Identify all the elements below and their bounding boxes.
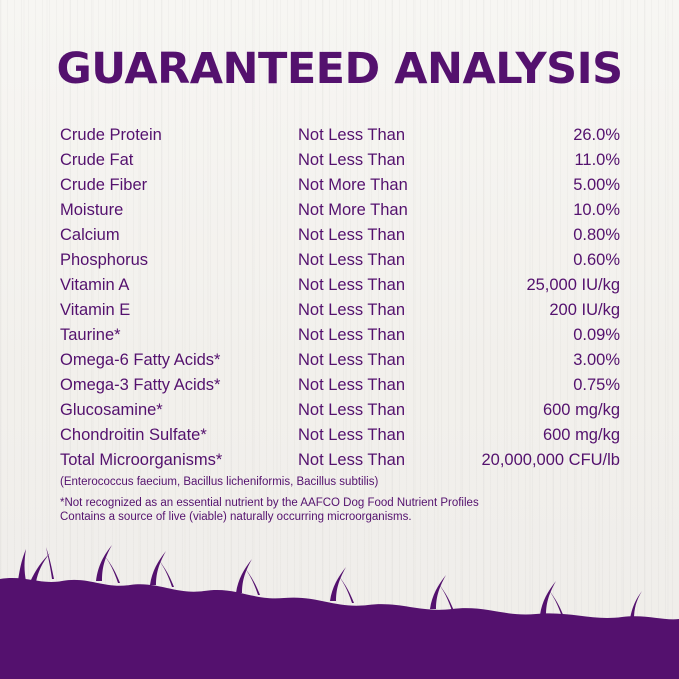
table-row (60, 201, 620, 226)
nutrient-value: 26.0% (573, 126, 620, 144)
nutrient-value: 0.09% (573, 326, 620, 344)
nutrient-qualifier: Not Less Than (298, 151, 406, 169)
nutrient-value: 20,000,000 CFU/lb (481, 451, 620, 469)
nutrient-name: Calcium (60, 226, 120, 244)
table-row (60, 301, 620, 326)
nutrient-qualifier: Not Less Than (298, 351, 406, 369)
nutrient-name: Moisture (60, 201, 124, 219)
table-row (60, 151, 620, 176)
nutrient-qualifier: Not More Than (298, 201, 408, 219)
table-row (60, 451, 620, 476)
nutrient-qualifier: Not Less Than (298, 426, 406, 444)
nutrient-value: 200 IU/kg (549, 301, 620, 319)
page-title: GUARANTEED ANALYSIS (56, 44, 623, 94)
nutrient-value: 5.00% (573, 176, 620, 194)
table-row (60, 176, 620, 201)
nutrient-value: 25,000 IU/kg (526, 276, 620, 294)
footnote-aafco: *Not recognized as an essential nutrient by the AAFCO Dog Food Nutrient Profiles (60, 497, 479, 509)
nutrient-qualifier: Not Less Than (298, 251, 406, 269)
nutrient-name: Glucosamine* (60, 401, 163, 419)
nutrient-qualifier: Not Less Than (298, 126, 406, 144)
footnote-microorganisms: Contains a source of live (viable) naturally occurring microorganisms. (60, 511, 412, 523)
nutrient-qualifier: Not Less Than (298, 326, 406, 344)
nutrient-name: Vitamin E (60, 301, 131, 319)
nutrient-value: 0.80% (573, 226, 620, 244)
nutrient-name: Total Microorganisms* (60, 451, 223, 469)
nutrient-name: Crude Fiber (60, 176, 148, 194)
table-row (60, 251, 620, 276)
nutrient-value: 11.0% (574, 151, 620, 169)
grass-silhouette-decoration (0, 519, 679, 679)
nutrient-value: 0.60% (573, 251, 620, 269)
nutrient-qualifier: Not Less Than (298, 401, 406, 419)
table-row (60, 326, 620, 351)
nutrient-name: Phosphorus (60, 251, 149, 269)
nutrient-value: 10.0% (573, 201, 620, 219)
nutrient-name: Chondroitin Sulfate* (60, 426, 207, 444)
nutrient-name: Crude Protein (60, 126, 162, 144)
table-row (60, 226, 620, 251)
nutrient-value: 600 mg/kg (542, 401, 620, 419)
nutrient-value: 600 mg/kg (542, 426, 620, 444)
table-row (60, 401, 620, 426)
nutrient-qualifier: Not Less Than (298, 226, 406, 244)
nutrient-qualifier: Not Less Than (298, 301, 406, 319)
organisms-note: (Enterococcus faecium, Bacillus licheniformis, Bacillus subtilis) (60, 476, 379, 488)
nutrient-name: Crude Fat (60, 151, 134, 169)
nutrient-value: 3.00% (573, 351, 620, 369)
table-row (60, 351, 620, 376)
nutrition-table (60, 126, 620, 476)
table-row (60, 426, 620, 451)
table-row (60, 376, 620, 401)
table-row (60, 276, 620, 301)
table-row (60, 126, 620, 151)
nutrient-name: Taurine* (60, 326, 121, 344)
nutrient-qualifier: Not Less Than (298, 276, 406, 294)
nutrient-qualifier: Not More Than (298, 176, 408, 194)
nutrient-name: Vitamin A (60, 276, 130, 294)
nutrient-qualifier: Not Less Than (298, 451, 406, 469)
nutrient-name: Omega-3 Fatty Acids* (60, 376, 221, 394)
nutrient-name: Omega-6 Fatty Acids* (60, 351, 221, 369)
nutrient-value: 0.75% (573, 376, 620, 394)
nutrient-qualifier: Not Less Than (298, 376, 406, 394)
